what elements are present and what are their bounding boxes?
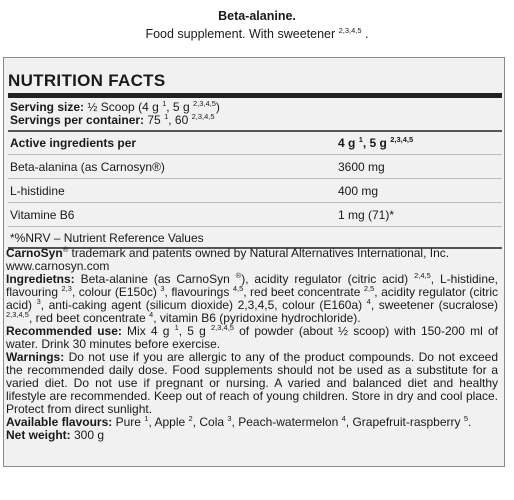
servings-per-container-line: Servings per container: 75 $^1$, 60 $^{2,3,4,5}$ [10, 112, 215, 127]
column-header-row: Active ingredients per 4 g $^1$, 5 g $^{2,3,4,5}$ [10, 135, 414, 150]
use-footnote: 2,3,4,5 [211, 323, 234, 332]
ingredient-text: ), acidity regulator (citric acid) [241, 272, 409, 286]
flavour-footnote: 3 [227, 414, 232, 423]
ingredient-text: , anti-caking agent (silicum dioxide) 2,3,4,5, colour (E160a) [40, 298, 363, 312]
sweetener-footnote: 2,3,4,5 [338, 26, 362, 35]
ingredient-text: , flavourings [164, 285, 230, 299]
row-divider [8, 202, 502, 203]
flavours-paragraph: Available flavours: Pure $^1$, Apple $^2$, Cola $^3$, Peach-watermelon $^4$, Grapefruit-raspberry $^5$. [6, 414, 472, 429]
row-divider [8, 178, 502, 179]
row-divider [8, 226, 502, 227]
table-row: L-histidine 400 mg [10, 184, 379, 198]
ingredient-footnote: 2,3,4,5 [6, 310, 29, 319]
product-description [6, 247, 498, 442]
nutrition-facts-heading: NUTRITION FACTS [8, 71, 166, 90]
ingredient-footnote: ® [235, 271, 242, 280]
serving-size-line: Serving size: ½ Scoop (4 g $^1$, 5 g $^{2,3,4,5}$) [10, 99, 220, 114]
flavour-text: . [468, 415, 472, 429]
flavour-footnote: 1 [144, 414, 149, 423]
table-row: Beta-alanina (as Carnosyn®) 3600 mg [10, 160, 385, 174]
product-title: Beta-alanine. [218, 9, 296, 23]
ingredient-text: , sweetener (sucralose) [370, 298, 498, 312]
row-divider [8, 154, 502, 155]
ingredient-footnote: 2,3 [61, 284, 72, 293]
heading-divider [8, 93, 502, 98]
table-row: Vitamine B6 1 mg (71)* [10, 208, 395, 222]
ingredient-footnote: 2,5 [363, 284, 375, 293]
use-text: of powder (about ½ scoop) with 150-200 ml of water. Drink 30 minutes before exercise. [6, 324, 499, 351]
recommended-use-paragraph: Recommended use: Mix 4 g $^1$, 5 g $^{2,3,4,5}$ of powder (about ½ scoop) with 150-200 ml of water. Drink 30 minutes before exercise. [6, 323, 499, 351]
ingredient-text: Beta-alanine (as CarnoSyn [74, 272, 230, 286]
ingredient-footnote: 3 [36, 297, 41, 306]
flavour-text: , Cola [192, 415, 225, 429]
warnings-paragraph: Warnings: Do not use if you are allergic to any of the product compounds. Do not exceed the recommended daily dose. Food supplements should not be used as a substitute for a varied diet. Do not use if pregnant or nursing. A varied and balanced diet and healthy lifestyle are recommended. Keep out of reach of young children. Store in dry and cool place. Protect from direct sunlight. [6, 350, 498, 416]
net-weight-line: Net weight: 300 g [6, 428, 105, 442]
ingredient-footnote: 3 [160, 284, 165, 293]
flavour-footnote: 4 [341, 414, 346, 423]
ingredient-text: , acidity regulator (citric acid) [6, 285, 499, 312]
ingredients-paragraph: Ingredietns: Beta-alanine (as CarnoSyn ®), acidity regulator (citric acid) $^{2,4,5}$, L-histidine, flavouring $^{2,3}$, colour (E150c) $^3$, flavourings $^{4,5}$, red beet concentrate $^{2,5}$, acidity regulator (citric acid) $^3$, anti-caking agent (silicum dioxide) 2,3,4,5, colour (E160a) $^4$, sweetener (sucralose) $^{2,3,4,5}$, red beet concentrate $^4$, vitamin B6 (pyridoxine hydrochloride). [6, 271, 499, 325]
serving-divider [8, 130, 502, 132]
flavour-text: Pure [112, 415, 141, 429]
product-subtitle: Food supplement. With sweetener $^{2,3,4,5}$ . [145, 26, 369, 41]
use-text: , 5 g [178, 324, 206, 338]
nrv-footnote: *%NRV – Nutrient Reference Values [10, 231, 204, 245]
ingredient-text: , red beet concentrate [28, 311, 146, 325]
use-footnote: 1 [174, 323, 179, 332]
use-text: Mix 4 g [121, 324, 170, 338]
flavour-footnote: 5 [463, 414, 469, 423]
ingredient-text: , vitamin B6 (pyridoxine hydrochloride). [153, 311, 361, 325]
ingredient-footnote: 2,4,5 [414, 271, 431, 280]
flavour-text: , Peach-watermelon [231, 415, 339, 429]
website-line: www.carnosyn.com [6, 259, 110, 273]
ingredient-text: , red beet concentrate [243, 285, 361, 299]
flavour-text: , Grapefruit-raspberry [345, 415, 461, 429]
ingredient-text: , colour (E150c) [71, 285, 157, 299]
trademark-line: CarnoSyn® trademark and patents owned by Natural Alternatives International, Inc. [6, 245, 450, 260]
ingredient-footnote: 4 [366, 297, 371, 306]
ingredient-text: , L-histidine, flavouring [6, 272, 499, 299]
serving-info [10, 101, 220, 127]
flavour-footnote: 2 [188, 414, 193, 423]
ingredient-footnote: 4 [149, 310, 154, 319]
ingredient-footnote: 4,5 [232, 284, 244, 293]
flavour-text: , Apple [148, 415, 186, 429]
